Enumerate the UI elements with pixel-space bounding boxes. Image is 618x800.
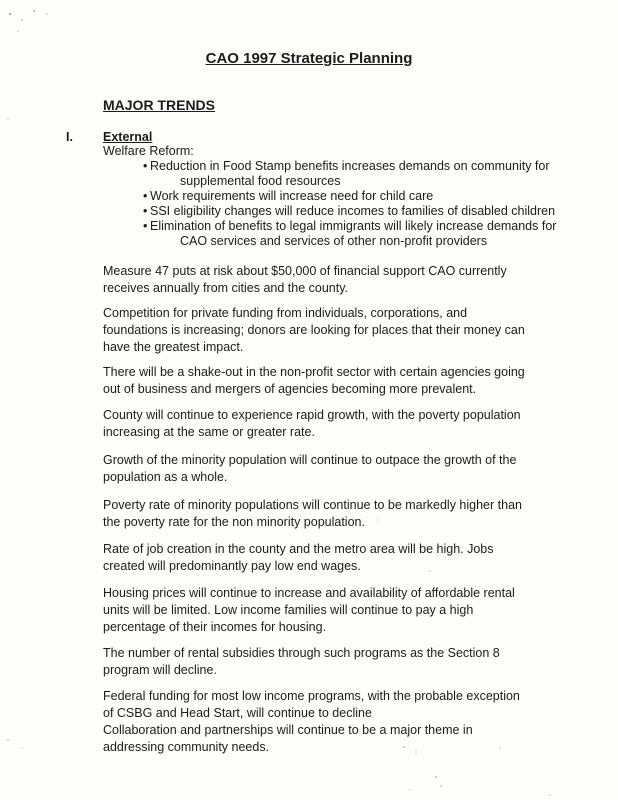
- section-heading: MAJOR TRENDS: [103, 97, 216, 113]
- bullet-icon: •: [143, 204, 148, 218]
- list-item: [143, 219, 583, 249]
- paragraph: Collaboration and partnerships will continue to be a major theme in addressing community needs.: [103, 723, 473, 754]
- list-item: [143, 159, 583, 189]
- paragraph: Federal funding for most low income programs, with the probable exception of CSBG and Head Start, will continue to decline: [103, 689, 520, 720]
- bullet-text: Reduction in Food Stamp benefits increases demands on community for: [150, 159, 550, 173]
- paragraph: Competition for private funding from individuals, corporations, and foundations is increasing; donors are looking for places that their money can have the greatest impact.: [103, 306, 525, 354]
- bullet-icon: •: [143, 219, 148, 233]
- section-label: External: [103, 130, 153, 144]
- paragraph: There will be a shake-out in the non-profit sector with certain agencies going out of business and mergers of agencies becoming more prevalent.: [103, 365, 525, 396]
- bullet-icon: •: [143, 189, 148, 203]
- paragraph: Poverty rate of minority populations will continue to be markedly higher than the poverty rate for the non minority population.: [103, 498, 522, 529]
- section-numeral: I.: [66, 130, 73, 144]
- list-item: [143, 189, 583, 204]
- paragraph: County will continue to experience rapid growth, with the poverty population increasing at the same or greater rate.: [103, 408, 521, 439]
- list-item: [143, 204, 583, 219]
- paragraph: The number of rental subsidies through such programs as the Section 8 program will decline.: [103, 646, 500, 677]
- paragraph: Rate of job creation in the county and the metro area will be high. Jobs created will predominantly pay low end wages.: [103, 542, 494, 573]
- paragraph: Housing prices will continue to increase and availability of affordable rental units will be limited. Low income families will continue to pay a high percentage of their incomes for housing.: [103, 586, 515, 634]
- document-title: CAO 1997 Strategic Planning: [205, 50, 413, 67]
- paragraph: Growth of the minority population will continue to outpace the growth of the population as a whole.: [103, 453, 517, 484]
- bullet-continuation: supplemental food resources: [180, 174, 341, 188]
- bullet-text: Work requirements will increase need for child care: [150, 189, 434, 203]
- bullet-icon: •: [143, 159, 148, 173]
- bullet-list: [143, 159, 583, 249]
- bullet-continuation: CAO services and services of other non-profit providers: [180, 234, 488, 248]
- bullet-text: SSI eligibility changes will reduce incomes to families of disabled children: [150, 204, 556, 218]
- subheading: Welfare Reform:: [103, 144, 194, 158]
- bullet-text: Elimination of benefits to legal immigrants will likely increase demands for: [150, 219, 557, 233]
- paragraph: Measure 47 puts at risk about $50,000 of financial support CAO currently receives annually from cities and the county.: [103, 264, 507, 295]
